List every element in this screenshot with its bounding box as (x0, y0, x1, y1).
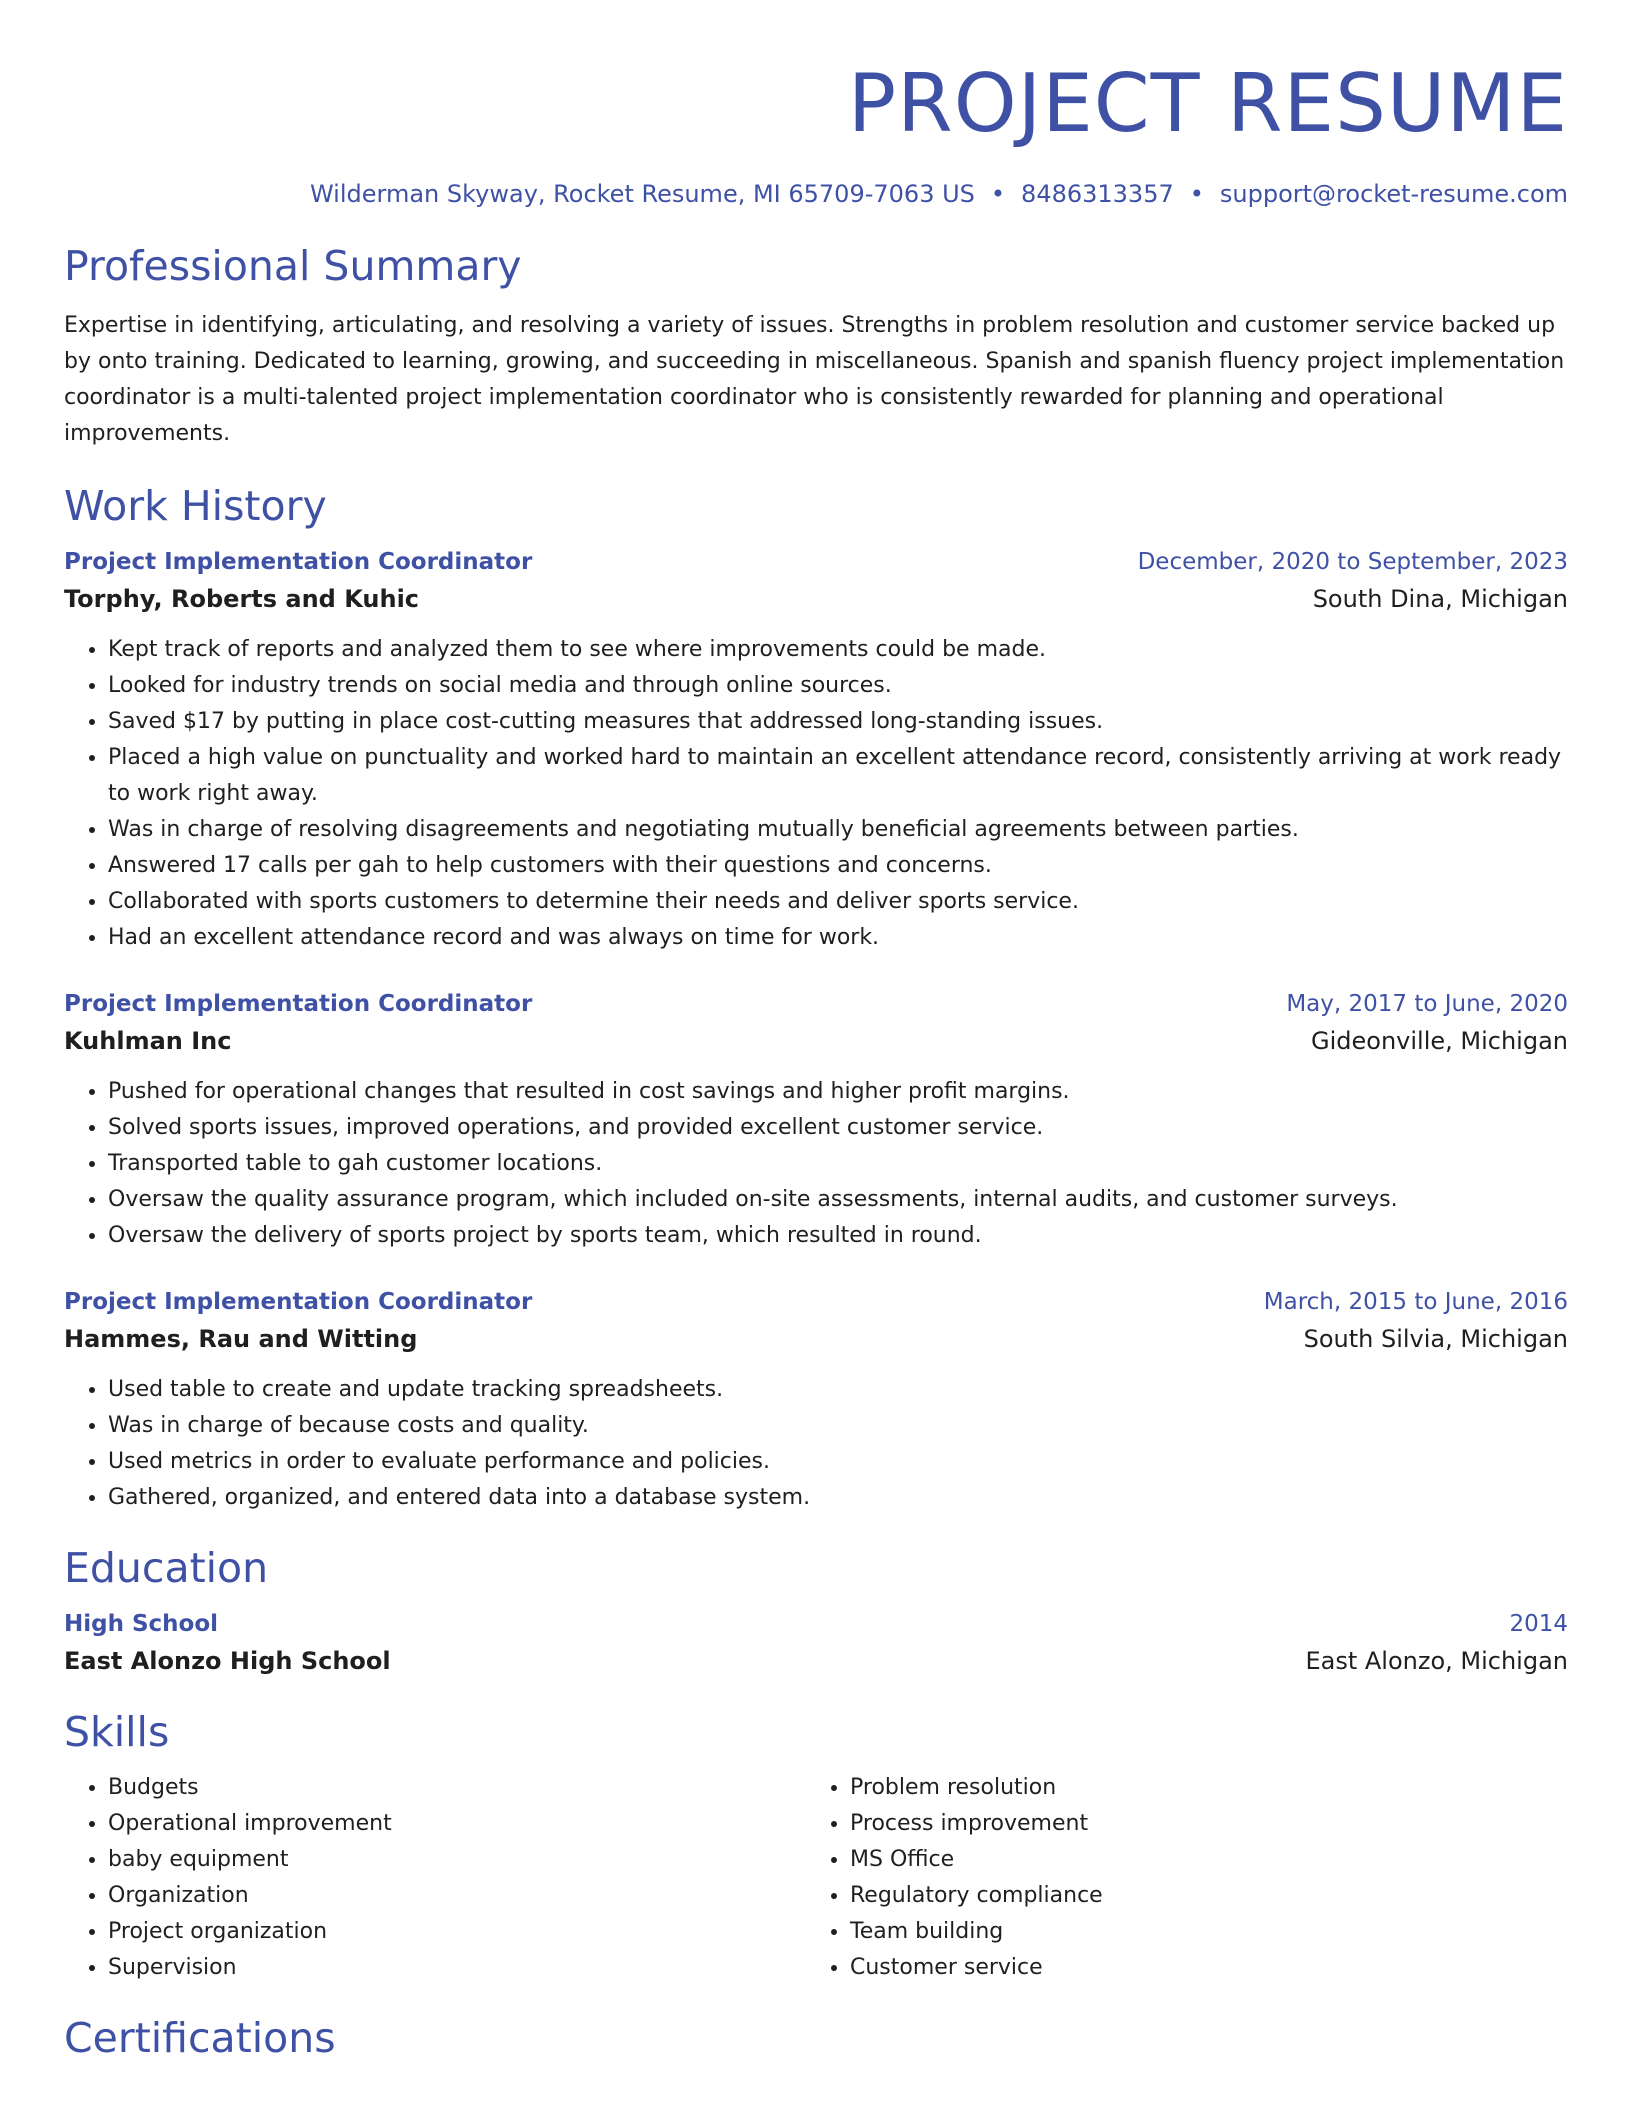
job-entry (64, 986, 1568, 1254)
section-title-summary: Professional Summary (64, 242, 522, 290)
job-dates: March, 2015 to June, 2016 (1263, 1289, 1568, 1315)
job-bullet: • Answered 17 calls per gah to help customers with their questions and concerns. (108, 848, 1568, 884)
skill-item: • Problem resolution (850, 1770, 1548, 1806)
job-location: South Silvia, Michigan (1303, 1325, 1568, 1353)
skill-item: • Process improvement (850, 1806, 1548, 1842)
job-bullets (64, 632, 1568, 956)
skill-item: • Budgets (108, 1770, 806, 1806)
resume-page (64, 0, 1568, 2064)
job-bullet: • Solved sports issues, improved operations, and provided excellent customer service. (108, 1110, 1568, 1146)
job-bullet: • Transported table to gah customer locations. (108, 1146, 1568, 1182)
job-title: Project Implementation Coordinator (64, 1289, 533, 1315)
summary-section (64, 240, 1568, 452)
contact-address: Wilderman Skyway, Rocket Resume, MI 65709-7063 US (309, 180, 975, 208)
skill-item: • MS Office (850, 1842, 1548, 1878)
certifications-section (64, 2012, 1568, 2064)
job-bullet: • Collaborated with sports customers to determine their needs and deliver sports service. (108, 884, 1568, 920)
contact-phone: 8486313357 (1021, 180, 1174, 208)
skills-list-left (64, 1770, 806, 1986)
skills-section (64, 1706, 1568, 1986)
job-bullet: • Looked for industry trends on social media and through online sources. (108, 668, 1568, 704)
job-title: Project Implementation Coordinator (64, 549, 533, 575)
skills-grid (64, 1770, 1568, 1986)
contact-separator: • (990, 180, 1006, 208)
section-title-education: Education (64, 1544, 269, 1592)
job-bullet: • Placed a high value on punctuality and worked hard to maintain an excellent attendance record, consistently arriving at work ready to work right away. (108, 740, 1568, 812)
job-company: Kuhlman Inc (64, 1027, 232, 1055)
job-header-row (64, 986, 1568, 1022)
skill-item: • Organization (108, 1878, 806, 1914)
skill-item: • Team building (850, 1914, 1548, 1950)
section-title-work-history: Work History (64, 482, 327, 530)
job-company: Hammes, Rau and Witting (64, 1325, 418, 1353)
job-entry (64, 1284, 1568, 1516)
job-bullet: • Oversaw the quality assurance program, which included on-site assessments, internal audits, and customer surveys. (108, 1182, 1568, 1218)
job-bullets (64, 1074, 1568, 1254)
job-header-row (64, 544, 1568, 580)
job-dates: May, 2017 to June, 2020 (1286, 991, 1568, 1017)
job-bullet: • Was in charge of resolving disagreements and negotiating mutually beneficial agreements between parties. (108, 812, 1568, 848)
job-bullet: • Kept track of reports and analyzed them to see where improvements could be made. (108, 632, 1568, 668)
skills-column-left (64, 1770, 806, 1986)
education-school: East Alonzo High School (64, 1647, 391, 1675)
job-bullet: • Had an excellent attendance record and was always on time for work. (108, 920, 1568, 956)
contact-email: support@rocket-resume.com (1219, 180, 1568, 208)
job-location: South Dina, Michigan (1312, 585, 1568, 613)
job-bullet: • Pushed for operational changes that resulted in cost savings and higher profit margins. (108, 1074, 1568, 1110)
education-degree: High School (64, 1611, 219, 1637)
work-history-section (64, 480, 1568, 1516)
education-section (64, 1542, 1568, 1680)
job-bullet: • Gathered, organized, and entered data into a database system. (108, 1480, 1568, 1516)
job-bullet: • Saved $17 by putting in place cost-cutting measures that addressed long-standing issues. (108, 704, 1568, 740)
job-entry (64, 544, 1568, 956)
job-company-row (64, 580, 1568, 618)
education-location: East Alonzo, Michigan (1305, 1647, 1568, 1675)
skills-list-right (806, 1770, 1548, 1986)
section-title-skills: Skills (64, 1708, 170, 1756)
job-location: Gideonville, Michigan (1311, 1027, 1568, 1055)
skill-item: • Supervision (108, 1950, 806, 1986)
job-header-row (64, 1284, 1568, 1320)
job-bullet: • Was in charge of because costs and quality. (108, 1408, 1568, 1444)
contact-separator: • (1189, 180, 1204, 208)
skill-item: • baby equipment (108, 1842, 806, 1878)
skills-column-right (806, 1770, 1548, 1986)
skill-item: • Regulatory compliance (850, 1878, 1548, 1914)
job-company-row (64, 1022, 1568, 1060)
education-year: 2014 (1509, 1611, 1568, 1637)
summary-text: Expertise in identifying, articulating, and resolving a variety of issues. Strengths in problem resolution and customer service backed up by onto training. Dedicated to learning, growing, and succeeding in miscellaneous. Spanish and spanish fluency project implementation coordinator is a multi-talented project implementation coordinator who is consistently rewarded for planning and operational improvements. (64, 313, 1565, 446)
job-company-row (64, 1320, 1568, 1358)
education-school-row (64, 1642, 1568, 1680)
job-title: Project Implementation Coordinator (64, 991, 533, 1017)
education-header-row (64, 1606, 1568, 1642)
skill-item: • Operational improvement (108, 1806, 806, 1842)
job-bullet: • Oversaw the delivery of sports project by sports team, which resulted in round. (108, 1218, 1568, 1254)
contact-line (64, 176, 1568, 212)
education-entry (64, 1606, 1568, 1680)
section-title-certifications: Certifications (64, 2014, 336, 2062)
job-company: Torphy, Roberts and Kuhic (64, 585, 420, 613)
skill-item: • Project organization (108, 1914, 806, 1950)
job-bullet: • Used metrics in order to evaluate performance and policies. (108, 1444, 1568, 1480)
skill-item: • Customer service (850, 1950, 1548, 1986)
job-bullet: • Used table to create and update tracking spreadsheets. (108, 1372, 1568, 1408)
resume-title: PROJECT RESUME (847, 57, 1568, 150)
job-dates: December, 2020 to September, 2023 (1137, 549, 1568, 575)
job-bullets (64, 1372, 1568, 1516)
